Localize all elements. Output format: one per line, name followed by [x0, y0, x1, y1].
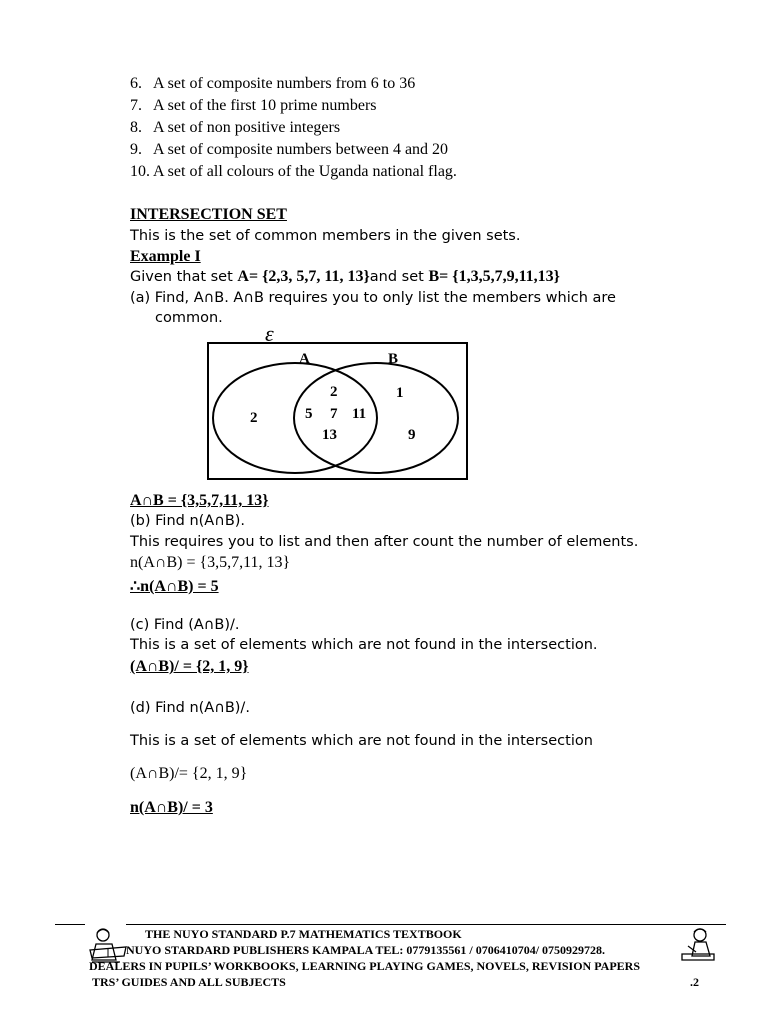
set-a-label: A	[299, 351, 310, 367]
intersection-element: 13	[322, 427, 337, 443]
answer-d-result: n(A∩B)/ = 3	[130, 799, 213, 816]
intersection-element: 5	[305, 406, 313, 422]
intersection-element: 11	[352, 406, 367, 422]
list-item: 9. A set of composite numbers between 4 and 20	[130, 141, 449, 158]
footer-rule-left	[55, 924, 85, 925]
section-title: INTERSECTION SET	[130, 206, 287, 223]
definition-text: This is the set of common members in the given sets.	[130, 228, 521, 244]
footer-publisher: NUYO STARDARD PUBLISHERS KAMPALA TEL: 0779135561 / 0706410704/ 0750929728.	[126, 943, 606, 957]
footer-textbook-title: THE NUYO STANDARD P.7 MATHEMATICS TEXTBOOK	[145, 927, 462, 941]
footer-subjects: TRS’ GUIDES AND ALL SUBJECTS	[92, 975, 286, 989]
set-b-label: B	[388, 351, 399, 367]
footer-dealers: DEALERS IN PUPILS’ WORKBOOKS, LEARNING PLAYING GAMES, NOVELS, REVISION PAPERS	[89, 959, 640, 973]
venn-diagram	[0, 0, 768, 500]
answer-a-result: A∩B = {3,5,7,11, 13}	[130, 492, 269, 509]
explain-d: This is a set of elements which are not found in the intersection	[130, 733, 593, 749]
work-d: (A∩B)/= {2, 1, 9}	[130, 765, 248, 782]
only-b-element: 9	[408, 427, 416, 443]
page-number: .2	[690, 975, 699, 989]
given-statement: Given that set A= {2,3, 5,7, 11, 13}and set B= {1,3,5,7,9,11,13}	[130, 268, 560, 285]
example-label: Example I	[130, 248, 201, 265]
part-a-question-cont: common.	[155, 310, 223, 326]
explain-c: This is a set of elements which are not found in the intersection.	[130, 637, 598, 653]
only-a-element: 2	[250, 410, 258, 426]
intersection-element: 2	[330, 384, 338, 400]
universal-set-symbol: ε	[265, 321, 274, 346]
answer-b-result: ∴n(A∩B) = 5	[130, 578, 219, 595]
list-item: 7. A set of the first 10 prime numbers	[130, 97, 377, 114]
explain-b: This requires you to list and then after count the number of elements.	[130, 534, 639, 550]
writing-child-icon	[678, 926, 718, 964]
work-b: n(A∩B) = {3,5,7,11, 13}	[130, 554, 291, 571]
question-b: (b) Find n(A∩B).	[130, 513, 246, 529]
list-item: 6. A set of composite numbers from 6 to 36	[130, 75, 416, 92]
list-item: 8. A set of non positive integers	[130, 119, 341, 136]
question-d: (d) Find n(A∩B)/.	[130, 700, 250, 716]
question-c: (c) Find (A∩B)/.	[130, 617, 240, 633]
footer-rule	[126, 924, 726, 925]
part-a-question: (a) Find, A∩B. A∩B requires you to only list the members which are	[130, 290, 616, 306]
universal-set-box	[208, 343, 467, 479]
list-item: 10. A set of all colours of the Uganda national flag.	[130, 163, 457, 180]
only-b-element: 1	[396, 385, 404, 401]
intersection-element: 7	[330, 406, 338, 422]
answer-c-result: (A∩B)/ = {2, 1, 9}	[130, 658, 249, 675]
